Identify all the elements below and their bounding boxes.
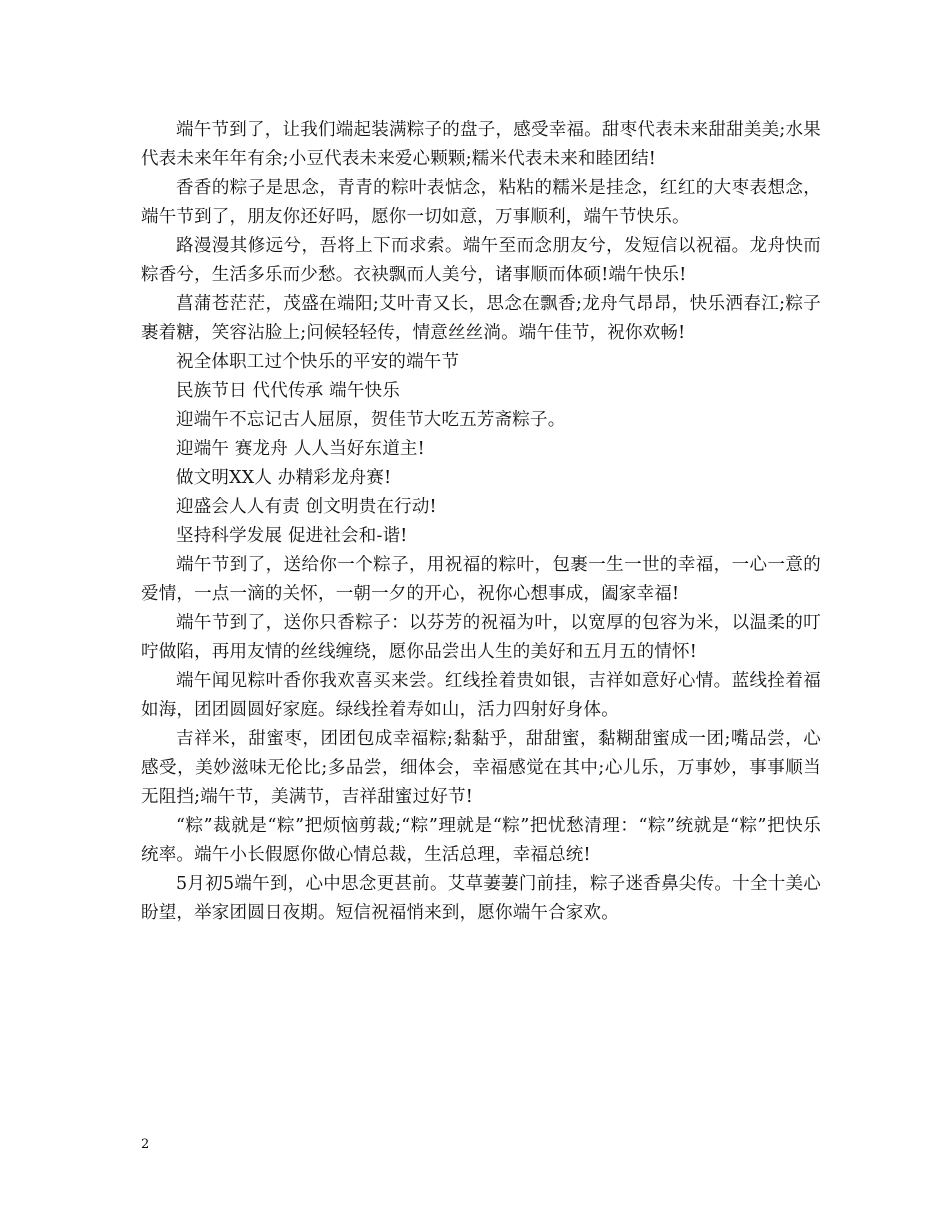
paragraph: 做文明XX人 办精彩龙舟赛! xyxy=(176,468,392,488)
paragraph: 坚持科学发展 促进社会和-谐! xyxy=(176,526,408,546)
paragraph: 菖蒲苍茫茫，茂盛在端阳;艾叶青又长，思念在飘香;龙舟气昂昂，快乐洒春江;粽子裹着糖，笑容沾脸上;问候轻轻传，情意丝丝淌。端午佳节，祝你欢畅! xyxy=(141,294,821,343)
paragraph: 端午节到了，让我们端起装满粽子的盘子，感受幸福。甜枣代表未来甜甜美美;水果代表未来年年有余;小豆代表未来爱心颗颗;糯米代表未来和睦团结! xyxy=(141,120,821,169)
paragraph: “粽”裁就是“粽”把烦恼剪裁;“粽”理就是“粽”把忧愁清理：“粽”统就是“粽”把快乐统率。端午小长假愿你做心情总裁，生活总理，幸福总统! xyxy=(141,816,821,865)
paragraph: 5月初5端午到，心中思念更甚前。艾草萋萋门前挂，粽子迷香鼻尖传。十全十美心盼望，举家团圆日夜期。短信祝福悄来到，愿你端午合家欢。 xyxy=(141,874,821,923)
paragraph: 民族节日 代代传承 端午快乐 xyxy=(176,381,400,401)
document-body xyxy=(141,116,821,928)
paragraph: 迎端午 赛龙舟 人人当好东道主! xyxy=(176,439,425,459)
paragraph: 迎盛会人人有责 创文明贵在行动! xyxy=(176,497,437,517)
paragraph: 路漫漫其修远兮，吾将上下而求索。端午至而念朋友兮，发短信以祝福。龙舟快而粽香兮，生活多乐而少愁。衣袂飘而人美兮，诸事顺而体硕!端午快乐! xyxy=(141,236,821,285)
paragraph: 香香的粽子是思念，青青的粽叶表惦念，粘粘的糯米是挂念，红红的大枣表想念，端午节到了，朋友你还好吗，愿你一切如意，万事顺利，端午节快乐。 xyxy=(141,178,821,227)
page-number: 2 xyxy=(141,1137,150,1152)
paragraph: 祝全体职工过个快乐的平安的端午节 xyxy=(176,352,460,372)
paragraph: 吉祥米，甜蜜枣，团团包成幸福粽;黏黏乎，甜甜蜜，黏糊甜蜜成一团;嘴品尝，心感受，美妙滋味无伦比;多品尝，细体会，幸福感觉在其中;心儿乐，万事妙，事事顺当无阻挡;端午节，美满节，吉祥甜蜜过好节! xyxy=(141,729,821,807)
paragraph: 端午闻见粽叶香你我欢喜买来尝。红线拴着贵如银，吉祥如意好心情。蓝线拴着福如海，团团圆圆好家庭。绿线拴着寿如山，活力四射好身体。 xyxy=(141,671,821,720)
paragraph: 迎端午不忘记古人屈原，贺佳节大吃五芳斋粽子。 xyxy=(176,410,566,430)
paragraph: 端午节到了，送你只香粽子：以芬芳的祝福为叶，以宽厚的包容为米，以温柔的叮咛做陷，再用友情的丝线缠绕，愿你品尝出人生的美好和五月五的情怀! xyxy=(141,613,821,662)
paragraph: 端午节到了，送给你一个粽子，用祝福的粽叶，包裹一生一世的幸福，一心一意的爱情，一点一滴的关怀，一朝一夕的开心，祝你心想事成，阖家幸福! xyxy=(141,555,821,604)
